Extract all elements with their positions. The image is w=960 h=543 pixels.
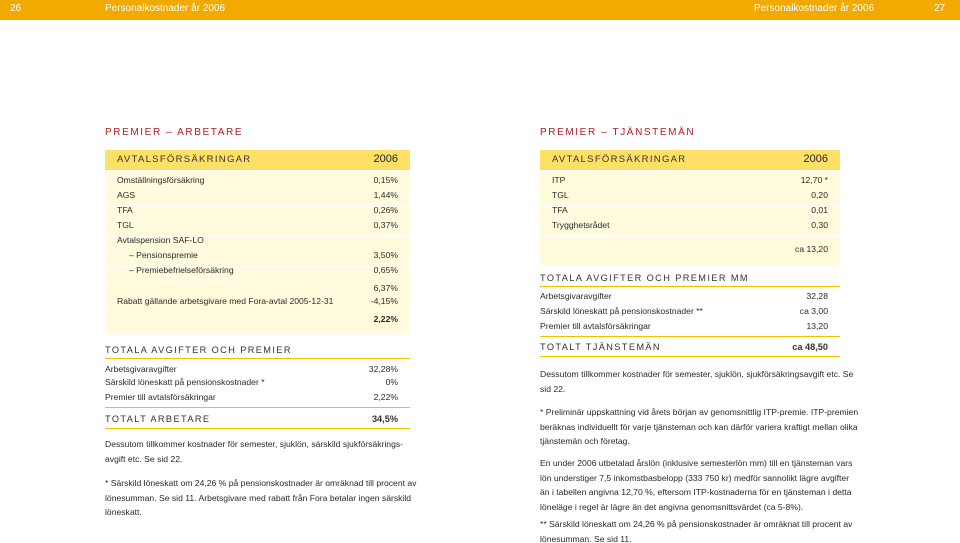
table-year: 2006 xyxy=(803,153,828,165)
table-label: AVTALSFÖRSÄKRINGAR xyxy=(117,154,252,165)
heading-rule xyxy=(540,356,840,357)
grand-total-tjansteman: TOTALT TJÄNSTEMÄN ca 48,50 xyxy=(540,342,828,352)
body-text: En under 2006 utbetalad årslön (inklusive semesterlön mm) till en tjänsteman vars lön understiger 7,5 inkomstbasbelopp (333 750 kr) medför sannolikt lägre avgifter än i tabellen angivna 12,70 %, eftersom ITP-kostnaderna för en tjänsteman i detta löneläge i regel är lägre än det angivna genomsnittsvärdet (ca 5-8%). xyxy=(540,458,853,512)
table-row: TGL 0,20 xyxy=(552,190,828,200)
row-divider xyxy=(105,281,410,282)
table-row: Omställningsförsäkring 0,15% xyxy=(117,175,398,185)
table-row: TGL 0,37% xyxy=(117,220,398,230)
totals-row: Särskild löneskatt på pensionskostnader ** ca 3,00 xyxy=(540,306,828,316)
table-year: 2006 xyxy=(373,153,398,165)
heading-rule xyxy=(105,428,410,429)
footnote-text: * Preliminär uppskattning vid årets början av genomsnittlig ITP-premie. ITP-premien beräknas individuellt för varje tjänsteman och kan därför variera kraftigt mellan olika tjänstemän och företag. xyxy=(540,407,859,446)
insurance-table-tjansteman xyxy=(540,171,840,265)
sum-row: 6,37% xyxy=(373,283,398,293)
grand-total-arbetare: TOTALT ARBETARE 34,5% xyxy=(105,414,398,424)
total-row: 2,22% xyxy=(373,314,398,324)
totals-row: Arbetsgivaravgifter 32,28 xyxy=(540,291,828,301)
table-row: – Pensionspremie 3,50% xyxy=(129,250,398,260)
totals-row: Särskild löneskatt på pensionskostnader * 0% xyxy=(105,377,398,387)
header-bar xyxy=(0,0,960,20)
note-text: Dessutom tillkommer kostnader för semester, sjuklön, sjukförsäkringsavgift etc. Se sid 22. xyxy=(540,369,854,394)
heading-rule xyxy=(105,407,410,408)
table-header-tjansteman xyxy=(540,150,840,170)
page-number-left: 26 xyxy=(10,3,22,14)
table-label: AVTALSFÖRSÄKRINGAR xyxy=(552,154,687,165)
page-number-right: 27 xyxy=(934,3,946,14)
table-row: AGS 1,44% xyxy=(117,190,398,200)
totals-row: Premier till avtalsförsäkringar 13,20 xyxy=(540,321,828,331)
section-title-tjansteman: PREMIER – TJÄNSTEMÄN xyxy=(540,127,696,138)
table-row: Avtalspension SAF-LO xyxy=(117,235,204,245)
row-divider xyxy=(105,311,410,312)
section-title-arbetare: PREMIER – ARBETARE xyxy=(105,127,244,138)
table-row: TFA 0,01 xyxy=(552,205,828,215)
insurance-table-arbetare xyxy=(105,171,410,334)
row-divider xyxy=(540,236,840,237)
running-title-left: Personalkostnader år 2006 xyxy=(105,3,226,14)
footnote-text: ** Särskild löneskatt om 24,26 % på pensionskostnader är omräknat till procent av lönesumman. Se sid 11. xyxy=(540,519,853,543)
note-text: Dessutom tillkommer kostnader för semester, sjuklön, särskild sjukförsäkringsavgift etc. Se sid 22. xyxy=(105,439,404,464)
footnote-text: * Särskild löneskatt om 24,26 % på pensionskostnader är omräknad till procent av lönesumman. Se sid 11. Arbetsgivare med rabatt från Fora betalar ingen särskild löneskatt. xyxy=(105,478,417,517)
rebate-row: Rabatt gällande arbetsgivare med Fora-avtal 2005-12-31 -4,15% xyxy=(117,296,398,306)
heading-rule xyxy=(540,336,840,337)
totals-row: Premier till avtalsförsäkringar 2,22% xyxy=(105,392,398,402)
table-row: – Premiebefrielseförsäkring 0,65% xyxy=(129,265,398,275)
table-row: ITP 12,70 * xyxy=(552,175,828,185)
totals-heading-arbetare: TOTALA AVGIFTER OCH PREMIER xyxy=(105,345,292,355)
table-row: TFA 0,26% xyxy=(117,205,398,215)
table-header-arbetare xyxy=(105,150,410,170)
totals-heading-tjansteman: TOTALA AVGIFTER OCH PREMIER MM xyxy=(540,273,749,283)
heading-rule xyxy=(105,358,410,359)
table-row: Trygghetsrådet 0,30 xyxy=(552,220,828,230)
totals-row: Arbetsgivaravgifter 32,28% xyxy=(105,364,398,374)
running-title-right: Personalkostnader år 2006 xyxy=(754,3,875,14)
heading-rule xyxy=(540,286,840,287)
sum-row: ca 13,20 xyxy=(795,244,828,254)
